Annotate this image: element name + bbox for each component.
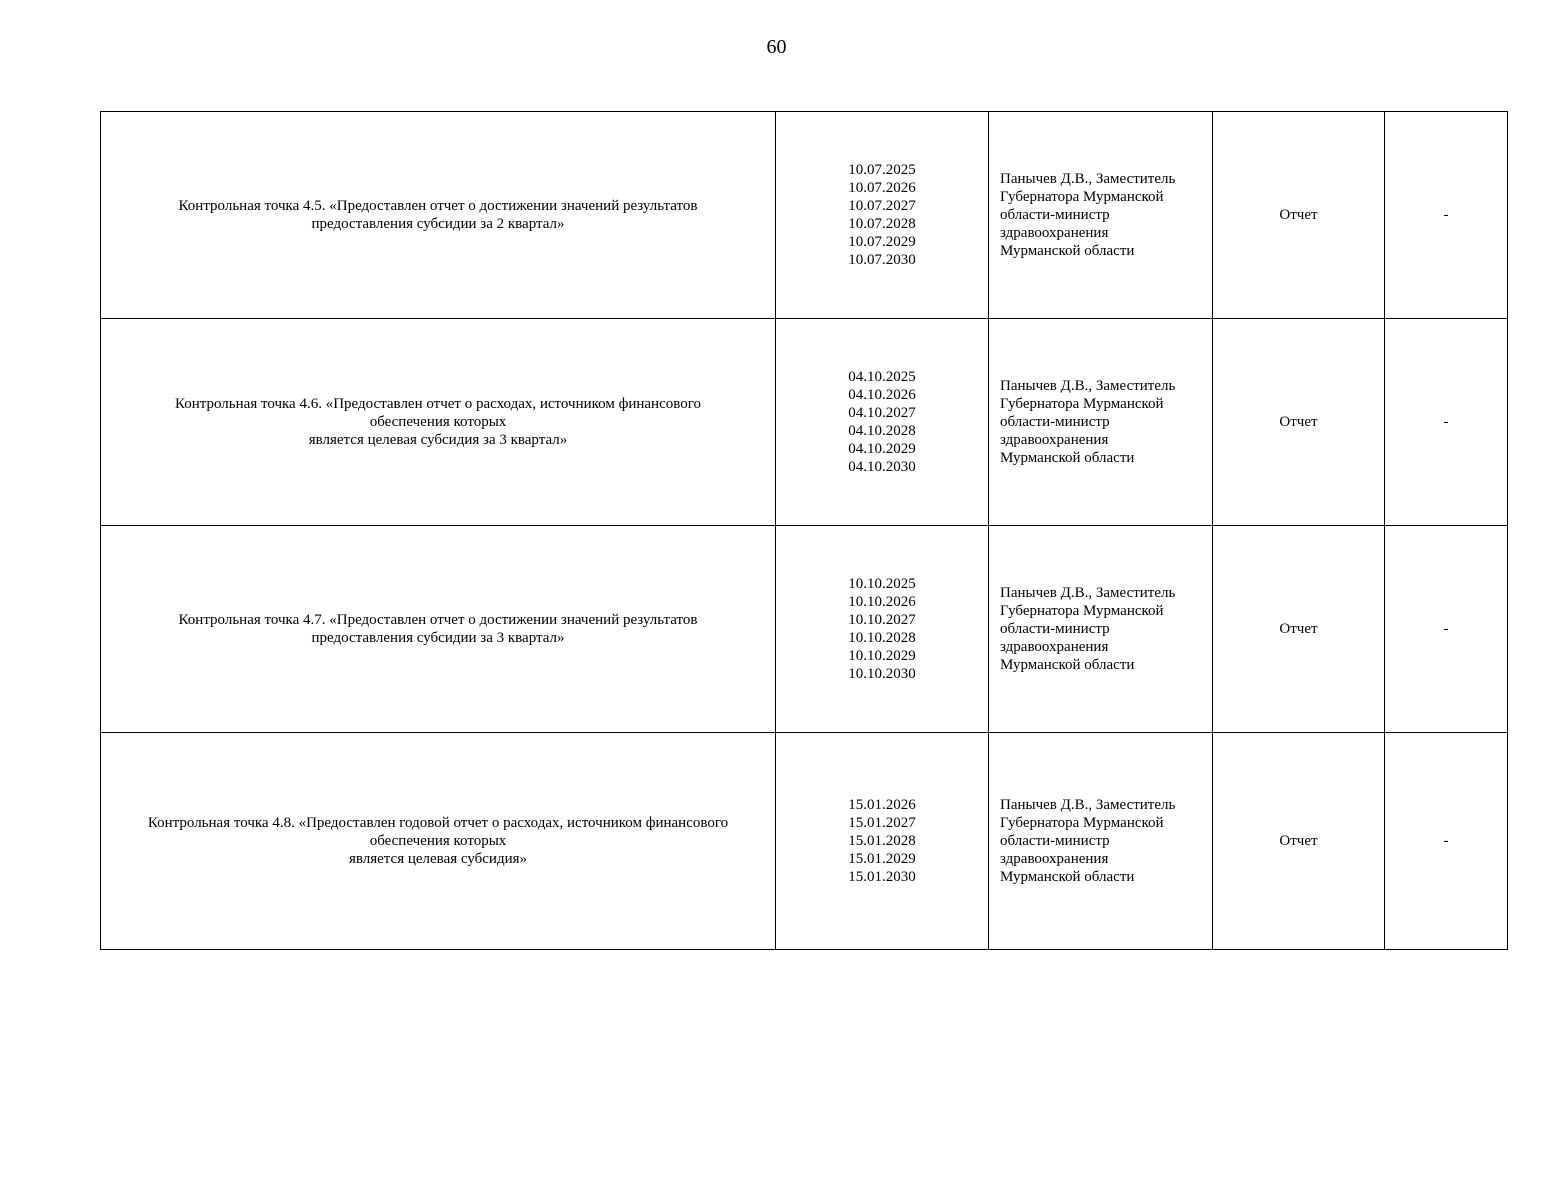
date-value: 04.10.2025 (848, 369, 916, 385)
date-value: 10.07.2029 (848, 234, 916, 250)
control-point-text: Контрольная точка 4.7. «Предоставлен отчет о достижении значений результатов (178, 612, 698, 628)
responsible-text: области-министр (1000, 414, 1110, 430)
dates-cell (776, 319, 989, 526)
responsible-text: Панычев Д.В., Заместитель (1000, 171, 1176, 187)
date-value: 10.10.2029 (848, 648, 916, 664)
table-row (101, 733, 1508, 950)
date-value: 04.10.2028 (848, 423, 916, 439)
date-value: 10.07.2030 (848, 252, 916, 268)
date-value: 10.07.2027 (848, 198, 916, 214)
dates-cell (776, 112, 989, 319)
control-point-text: предоставления субсидии за 2 квартал» (311, 216, 565, 232)
table-row (101, 112, 1508, 319)
responsible-text: Панычев Д.В., Заместитель (1000, 585, 1176, 601)
document-cell: Отчет (1213, 733, 1385, 950)
note-cell: - (1385, 526, 1508, 733)
date-value: 04.10.2027 (848, 405, 916, 421)
dates-cell (776, 733, 989, 950)
control-point-cell (101, 319, 776, 526)
responsible-text: Губернатора Мурманской (1000, 815, 1164, 831)
control-point-text: обеспечения которых (369, 833, 507, 849)
responsible-text: Панычев Д.В., Заместитель (1000, 797, 1176, 813)
dates-cell (776, 526, 989, 733)
responsible-text: Мурманской области (1000, 243, 1135, 259)
control-point-text: обеспечения которых (369, 414, 507, 430)
responsible-cell (989, 319, 1213, 526)
control-point-text: предоставления субсидии за 3 квартал» (311, 630, 565, 646)
control-point-cell (101, 733, 776, 950)
responsible-text: Мурманской области (1000, 869, 1135, 885)
document-cell: Отчет (1213, 526, 1385, 733)
date-value: 15.01.2030 (848, 869, 916, 885)
date-value: 15.01.2029 (848, 851, 916, 867)
responsible-text: Мурманской области (1000, 450, 1135, 466)
control-point-cell (101, 526, 776, 733)
document-cell: Отчет (1213, 112, 1385, 319)
document-cell: Отчет (1213, 319, 1385, 526)
date-value: 10.07.2025 (848, 162, 916, 178)
note-cell: - (1385, 733, 1508, 950)
date-value: 10.07.2028 (848, 216, 916, 232)
control-point-text: Контрольная точка 4.5. «Предоставлен отчет о достижении значений результатов (178, 198, 698, 214)
date-value: 10.10.2026 (848, 594, 916, 610)
responsible-text: Мурманской области (1000, 657, 1135, 673)
date-value: 04.10.2030 (848, 459, 916, 475)
date-value: 15.01.2026 (848, 797, 916, 813)
responsible-text: Панычев Д.В., Заместитель (1000, 378, 1176, 394)
date-value: 15.01.2027 (848, 815, 916, 831)
responsible-cell (989, 526, 1213, 733)
date-value: 10.10.2030 (848, 666, 916, 682)
control-point-text: Контрольная точка 4.6. «Предоставлен отчет о расходах, источником финансового (174, 396, 701, 412)
responsible-text: Губернатора Мурманской (1000, 603, 1164, 619)
date-value: 04.10.2026 (848, 387, 916, 403)
note-cell: - (1385, 319, 1508, 526)
responsible-cell (989, 112, 1213, 319)
responsible-text: Губернатора Мурманской (1000, 189, 1164, 205)
control-point-text: является целевая субсидия за 3 квартал» (308, 432, 568, 448)
date-value: 10.10.2028 (848, 630, 916, 646)
responsible-cell (989, 733, 1213, 950)
responsible-text: Губернатора Мурманской (1000, 396, 1164, 412)
responsible-text: здравоохранения (1000, 225, 1109, 241)
responsible-text: области-министр (1000, 621, 1110, 637)
page-number: 60 (766, 36, 787, 58)
responsible-text: здравоохранения (1000, 851, 1109, 867)
table-row (101, 319, 1508, 526)
note-cell: - (1385, 112, 1508, 319)
control-point-text: является целевая субсидия» (348, 851, 528, 867)
responsible-text: области-министр (1000, 833, 1110, 849)
control-point-text: Контрольная точка 4.8. «Предоставлен годовой отчет о расходах, источником финансового (147, 815, 729, 831)
responsible-text: здравоохранения (1000, 639, 1109, 655)
date-value: 10.10.2025 (848, 576, 916, 592)
date-value: 10.07.2026 (848, 180, 916, 196)
responsible-text: здравоохранения (1000, 432, 1109, 448)
date-value: 15.01.2028 (848, 833, 916, 849)
table-row (101, 526, 1508, 733)
control-points-table (100, 111, 1508, 950)
control-point-cell (101, 112, 776, 319)
date-value: 10.10.2027 (848, 612, 916, 628)
date-value: 04.10.2029 (848, 441, 916, 457)
responsible-text: области-министр (1000, 207, 1110, 223)
